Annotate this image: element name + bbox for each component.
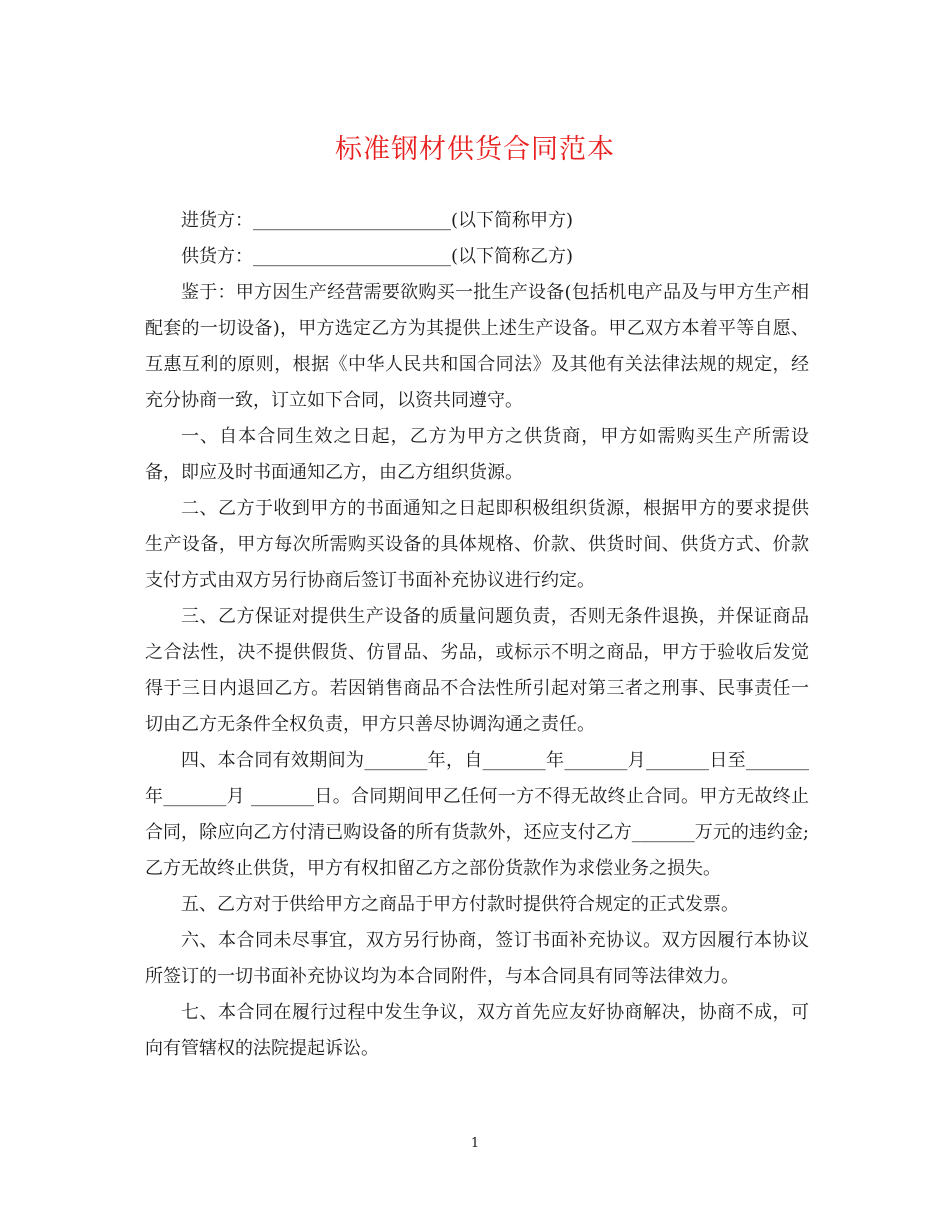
- clause-2: 二、乙方于收到甲方的书面通知之日起即积极组织货源，根据甲方的要求提供生产设备，甲方每次所需购买设备的具体规格、价款、供货时间、供货方式、价款支付方式由双方另行协商后签订书面补充协议进行约定。: [145, 498, 809, 591]
- clause-3: 三、乙方保证对提供生产设备的质量问题负责，否则无条件退换，并保证商品之合法性，决不提供假货、仿冒品、劣品，或标示不明之商品，甲方于验收后发觉得于三日内退回乙方。若因销售商品不合法性所引起对第三者之刑事、民事责任一切由乙方无条件全权负责，甲方只善尽协调沟通之责任。: [145, 606, 809, 735]
- page-number: 1: [470, 1136, 480, 1151]
- buyer-line: 进货方：______________________(以下简称甲方): [181, 210, 574, 231]
- document-title: 标准钢材供货合同范本: [335, 134, 615, 165]
- clause-5: 五、乙方对于供给甲方之商品于甲方付款时提供符合规定的正式发票。: [181, 894, 739, 915]
- preamble-paragraph: 鉴于：甲方因生产经营需要欲购买一批生产设备(包括机电产品及与甲方生产相配套的一切设备)，甲方选定乙方为其提供上述生产设备。甲乙双方本着平等自愿、互惠互利的原则，根据《中华人民共和国合同法》及其他有关法律法规的规定，经充分协商一致，订立如下合同，以资共同遵守。: [145, 282, 809, 411]
- document-body: [145, 203, 809, 1067]
- clause-1: 一、自本合同生效之日起，乙方为甲方之供货商，甲方如需购买生产所需设备，即应及时书面通知乙方，由乙方组织货源。: [145, 426, 809, 483]
- clause-7: 七、本合同在履行过程中发生争议，双方首先应友好协商解决，协商不成，可向有管辖权的法院提起诉讼。: [145, 1002, 809, 1059]
- clause-4: 四、本合同有效期间为_______年，自_______年_______月_______日至_______年_______月 _______日。合同期间甲乙任何一方不得无故终止合同。甲方无故终止合同，除应向乙方付清已购设备的所有货款外，还应支付乙方_______万元的违约金;乙方无故终止供货，甲方有权扣留乙方之部份货款作为求偿业务之损失。: [145, 750, 809, 879]
- supplier-line: 供货方：______________________(以下简称乙方): [181, 246, 574, 267]
- clause-6: 六、本合同未尽事宜，双方另行协商，签订书面补充协议。双方因履行本协议所签订的一切书面补充协议均为本合同附件，与本合同具有同等法律效力。: [145, 930, 809, 987]
